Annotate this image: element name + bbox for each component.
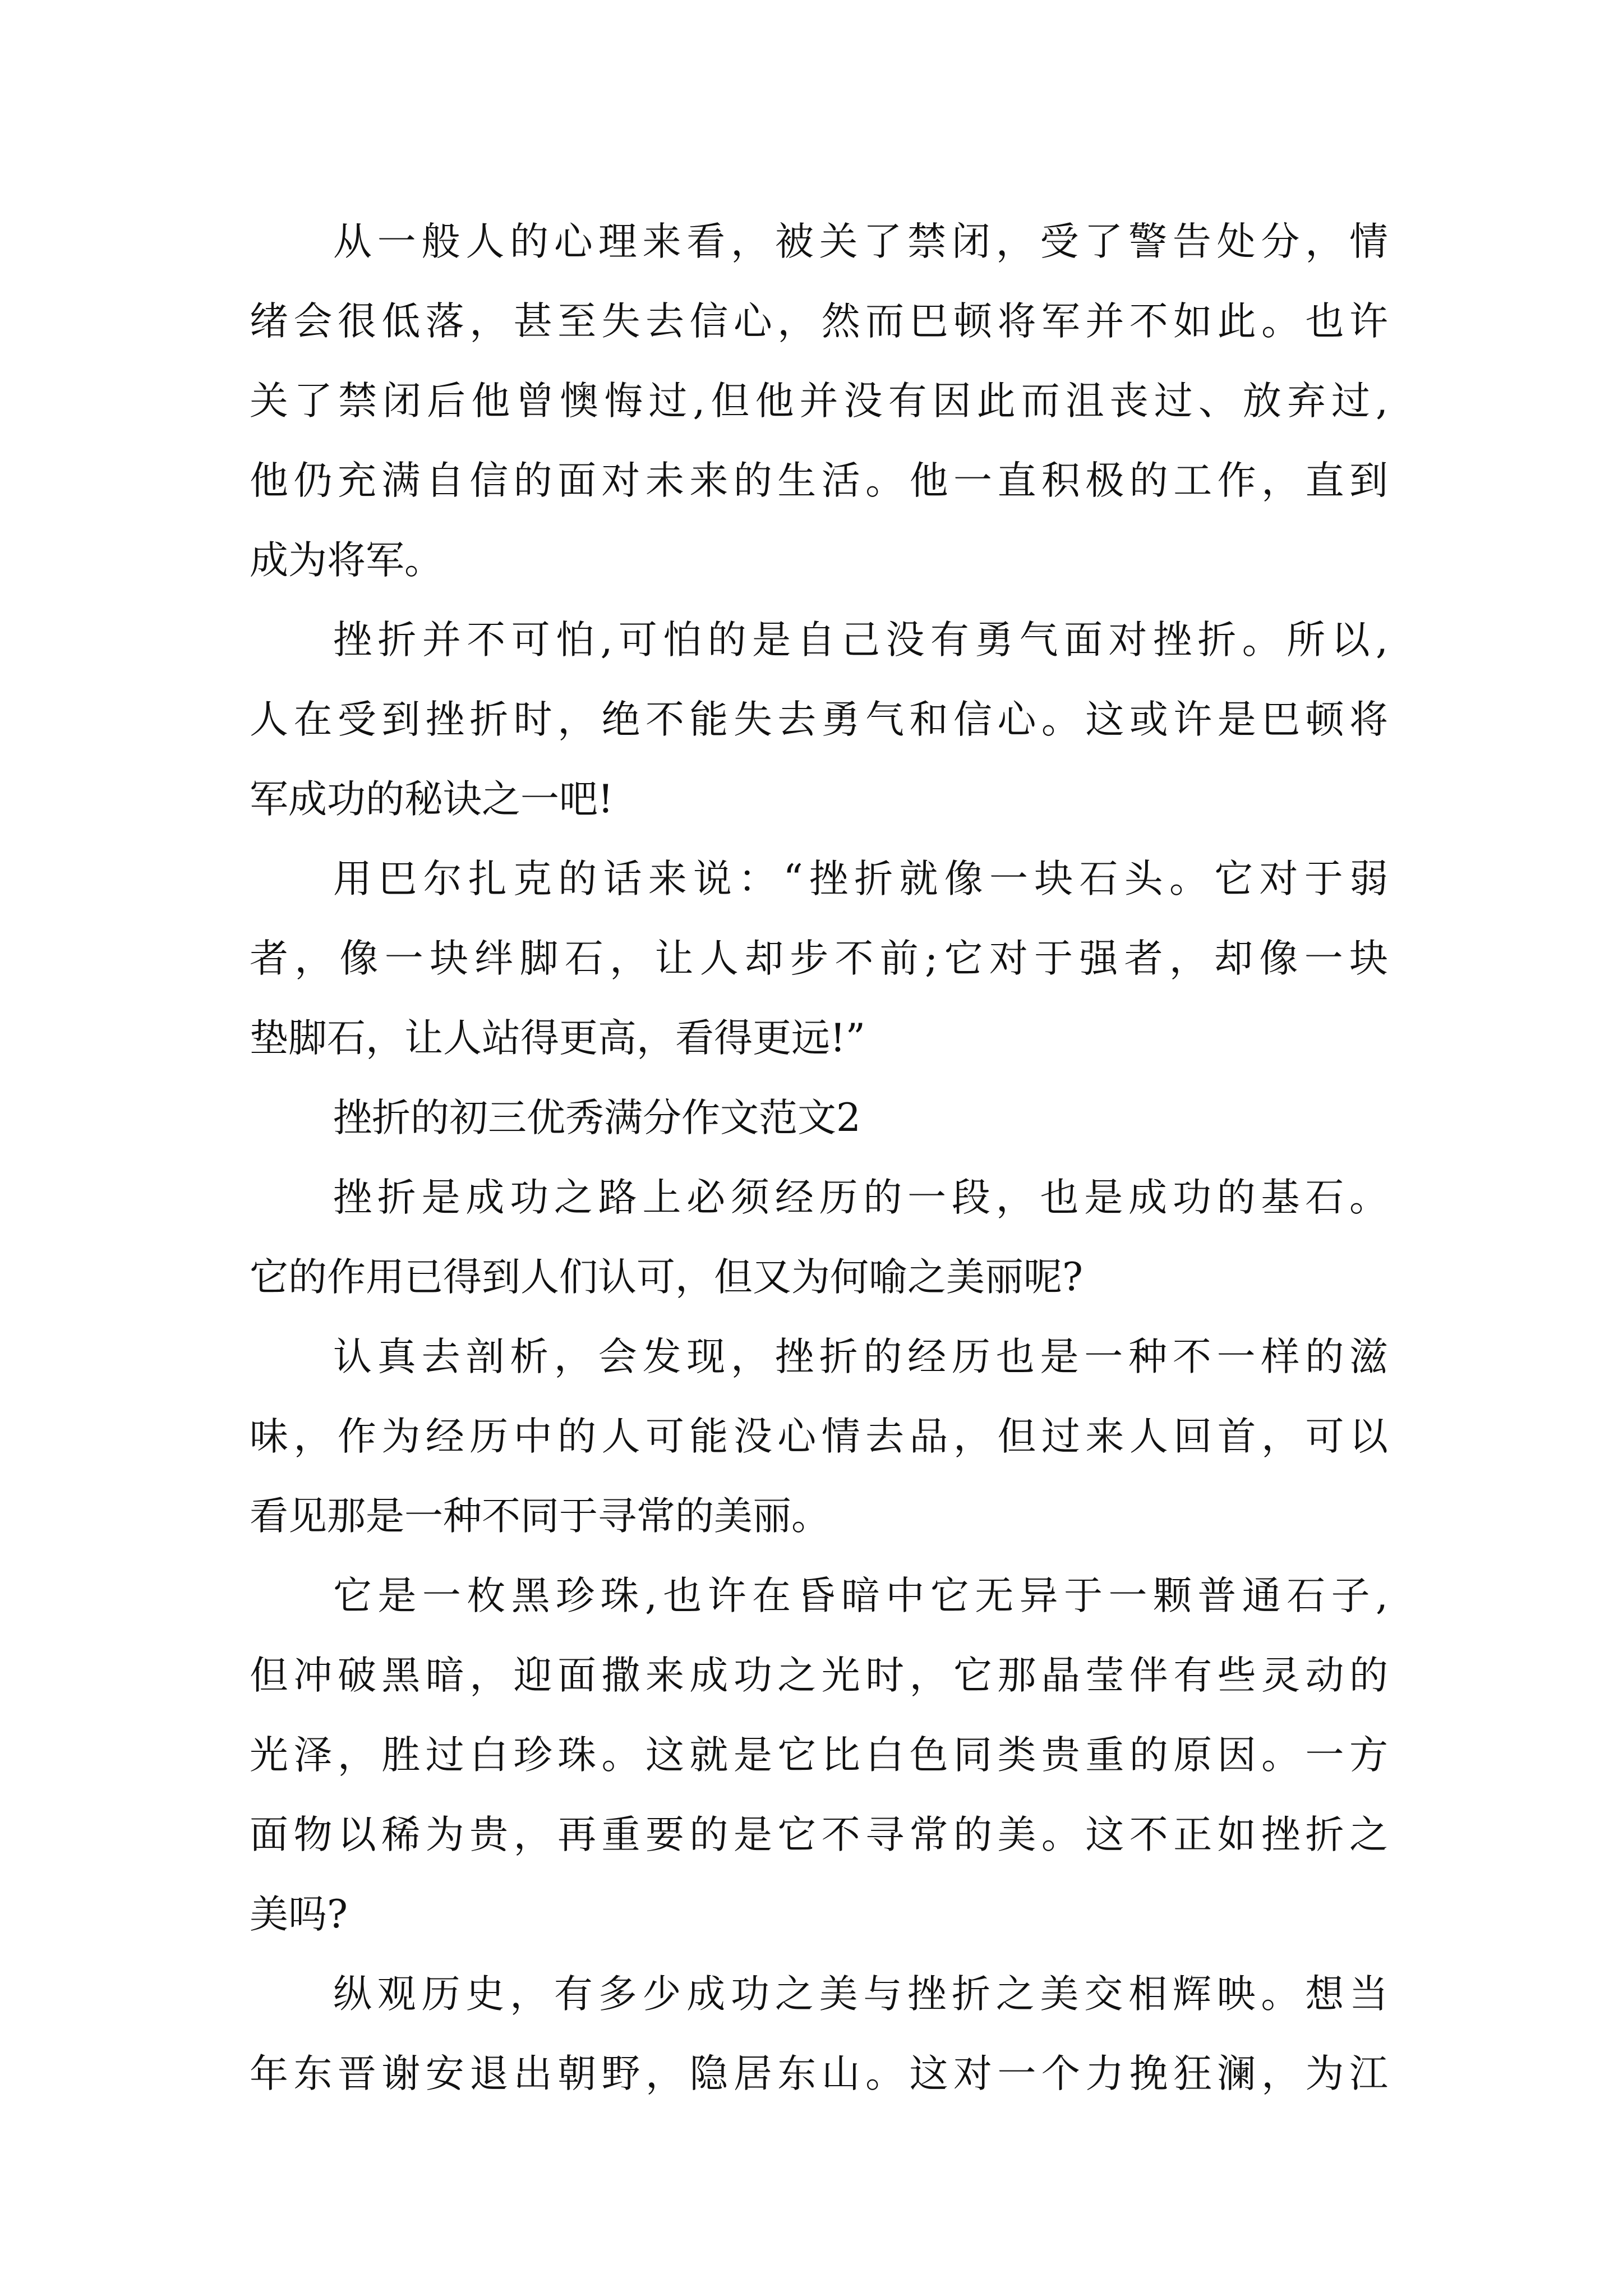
paragraph-line: 者，像一块绊脚石，让人却步不前;它对于强者，却像一块 — [250, 936, 1388, 981]
paragraph-line: 面物以稀为贵，再重要的是它不寻常的美。这不正如挫折之 — [250, 1812, 1388, 1857]
paragraph-line: 军成功的秘诀之一吧! — [250, 777, 614, 822]
paragraph-line: 用巴尔扎克的话来说：“挫折就像一块石头。它对于弱 — [333, 857, 1388, 901]
paragraph-line: 它是一枚黑珍珠,也许在昏暗中它无异于一颗普通石子, — [333, 1573, 1388, 1618]
paragraph-line: 人在受到挫折时，绝不能失去勇气和信心。这或许是巴顿将 — [250, 697, 1388, 742]
section-heading: 挫折的初三优秀满分作文范文2 — [333, 1096, 861, 1140]
paragraph-line: 认真去剖析，会发现，挫折的经历也是一种不一样的滋 — [333, 1335, 1388, 1379]
paragraph-line: 他仍充满自信的面对未来的生活。他一直积极的工作，直到 — [250, 458, 1388, 503]
paragraph-line: 美吗? — [250, 1892, 348, 1937]
paragraph-line: 成为将军。 — [250, 538, 443, 583]
paragraph-line: 但冲破黑暗，迎面撒来成功之光时，它那晶莹伴有些灵动的 — [250, 1653, 1388, 1698]
paragraph-line: 挫折是成功之路上必须经历的一段，也是成功的基石。 — [333, 1175, 1388, 1220]
paragraph-line: 垫脚石，让人站得更高，看得更远!” — [250, 1016, 866, 1061]
paragraph-line: 年东晋谢安退出朝野，隐居东山。这对一个力挽狂澜，为江 — [250, 2051, 1388, 2096]
paragraph-line: 关了禁闭后他曾懊悔过,但他并没有因此而沮丧过、放弃过, — [250, 379, 1388, 424]
paragraph-line: 它的作用已得到人们认可，但又为何喻之美丽呢? — [250, 1255, 1083, 1300]
paragraph-line: 挫折并不可怕,可怕的是自己没有勇气面对挫折。所以, — [333, 618, 1388, 662]
paragraph-line: 从一般人的心理来看，被关了禁闭，受了警告处分，情 — [333, 219, 1388, 264]
paragraph-line: 看见那是一种不同于寻常的美丽。 — [250, 1494, 830, 1539]
paragraph-line: 味，作为经历中的人可能没心情去品，但过来人回首，可以 — [250, 1414, 1388, 1459]
paragraph-line: 纵观历史，有多少成功之美与挫折之美交相辉映。想当 — [333, 1972, 1388, 2017]
paragraph-line: 光泽，胜过白珍珠。这就是它比白色同类贵重的原因。一方 — [250, 1733, 1388, 1778]
paragraph-line: 绪会很低落，甚至失去信心，然而巴顿将军并不如此。也许 — [250, 299, 1388, 344]
